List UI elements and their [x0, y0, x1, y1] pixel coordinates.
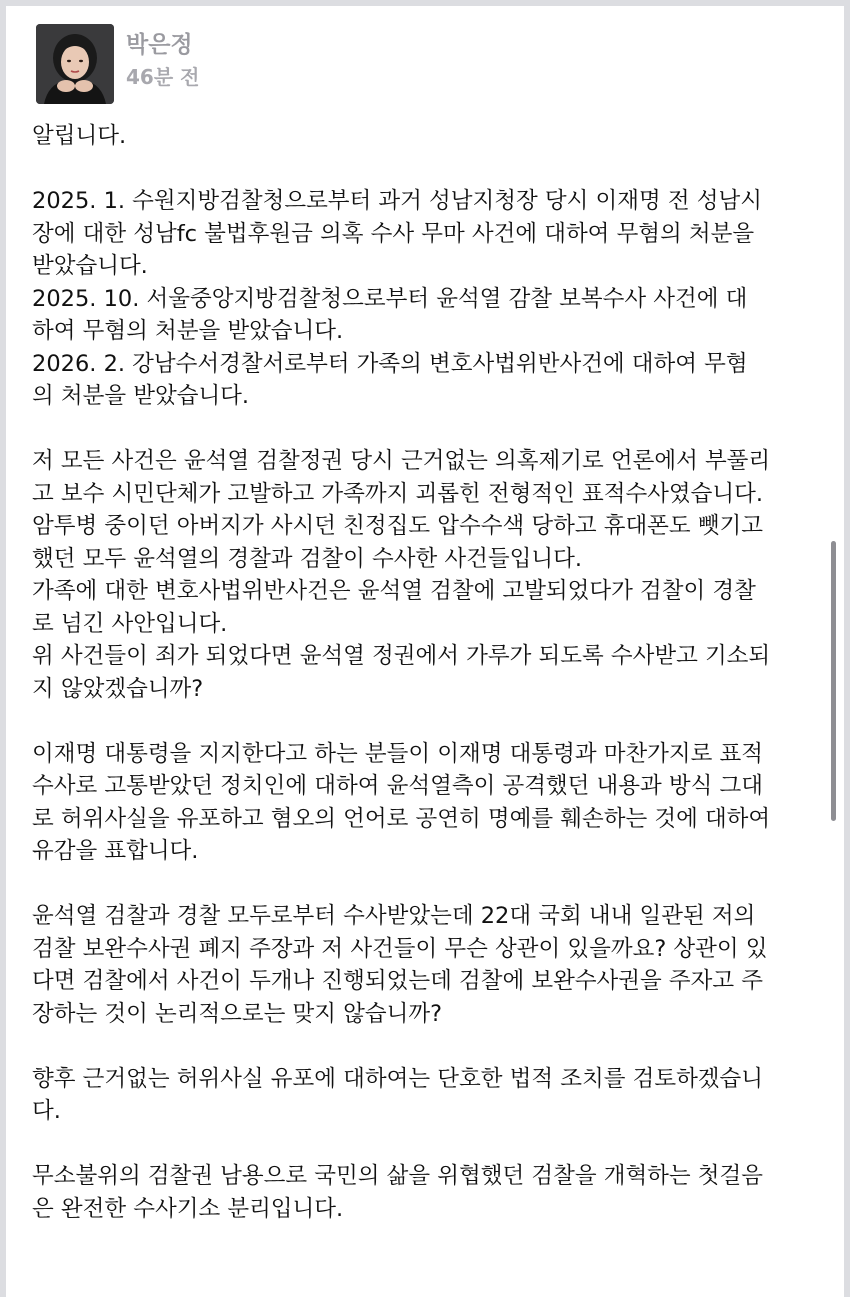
post [32, 18, 832, 1225]
post-text-line: 2025. 1. 수원지방검찰청으로부터 과거 성남지청장 당시 이재명 전 성남시 [32, 188, 762, 214]
blank-line [32, 413, 832, 446]
post-text-line: 했던 모두 윤석열의 경찰과 검찰이 수사한 사건들입니다. [32, 545, 582, 572]
post-text-line: 다. [32, 1098, 61, 1124]
post-meta [126, 30, 199, 92]
post-text-line: 저 모든 사건은 윤석열 검찰정권 당시 근거없는 의혹제기로 언론에서 부풀리 [32, 448, 771, 474]
post-text-line: 수사로 고통받았던 정치인에 대하여 윤석열측이 공격했던 내용과 방식 그대 [32, 773, 764, 799]
post-text-line: 고 보수 시민단체가 고발하고 가족까지 괴롭힌 전형적인 표적수사였습니다. [32, 480, 764, 507]
blank-line [32, 868, 832, 901]
post-text-line: 장에 대한 성남fc 불법후원금 의혹 수사 무마 사건에 대하여 무혐의 처분을 [32, 220, 755, 247]
blank-line [32, 1128, 832, 1161]
post-text-line: 2025. 10. 서울중앙지방검찰청으로부터 윤석열 감찰 보복수사 사건에 대 [32, 285, 748, 312]
post-text-line: 검찰 보완수사권 폐지 주장과 저 사건들이 무슨 상관이 있을까요? 상관이 있 [32, 935, 768, 962]
scrollbar[interactable] [831, 541, 836, 821]
blank-line [32, 1030, 832, 1063]
post-text-line: 가족에 대한 변호사법위반사건은 윤석열 검찰에 고발되었다가 검찰이 경찰 [32, 578, 756, 604]
blank-line [32, 153, 832, 186]
post-text-line: 지 않았겠습니까? [32, 675, 204, 702]
post-text-line: 로 허위사실을 유포하고 혐오의 언어로 공연히 명예를 훼손하는 것에 대하여 [32, 805, 771, 832]
post-text-line: 은 완전한 수사기소 분리입니다. [32, 1195, 344, 1222]
post-text-line: 이재명 대통령을 지지한다고 하는 분들이 이재명 대통령과 마찬가지로 표적 [32, 740, 764, 767]
post-text-line: 유감을 표합니다. [32, 838, 199, 864]
avatar[interactable] [36, 24, 114, 104]
post-text-line: 윤석열 검찰과 경찰 모두로부터 수사받았는데 22대 국회 내내 일관된 저의 [32, 903, 756, 929]
post-text-line: 향후 근거없는 허위사실 유포에 대하여는 단호한 법적 조치를 검토하겠습니 [32, 1065, 764, 1092]
post-header [32, 18, 832, 114]
post-text-line: 받았습니다. [32, 253, 148, 279]
post-text-line: 의 처분을 받았습니다. [32, 383, 250, 409]
post-text-line: 알립니다. [32, 123, 127, 149]
post-time[interactable]: 46분 전 [126, 65, 200, 89]
post-text-line: 장하는 것이 논리적으로는 맞지 않습니까? [32, 1000, 443, 1027]
person-portrait-icon [36, 24, 114, 104]
post-text-line: 위 사건들이 죄가 되었다면 윤석열 정권에서 가루가 되도록 수사받고 기소되 [32, 643, 771, 669]
post-text-line: 2026. 2. 강남수서경찰서로부터 가족의 변호사법위반사건에 대하여 무혐 [32, 350, 748, 377]
post-text-line: 로 넘긴 사안입니다. [32, 610, 228, 637]
author-name[interactable]: 박은정 [126, 32, 193, 58]
post-text-line: 무소불위의 검찰권 남용으로 국민의 삶을 위협했던 검찰을 개혁하는 첫걸음 [32, 1163, 764, 1189]
post-text-line: 다면 검찰에서 사건이 두개나 진행되었는데 검찰에 보완수사권을 주자고 주 [32, 968, 764, 994]
post-text-line: 하여 무혐의 처분을 받았습니다. [32, 318, 344, 344]
post-body [32, 120, 832, 1225]
blank-line [32, 705, 832, 738]
post-text-line: 암투병 중이던 아버지가 사시던 친정집도 압수수색 당하고 휴대폰도 뺏기고 [32, 513, 764, 539]
